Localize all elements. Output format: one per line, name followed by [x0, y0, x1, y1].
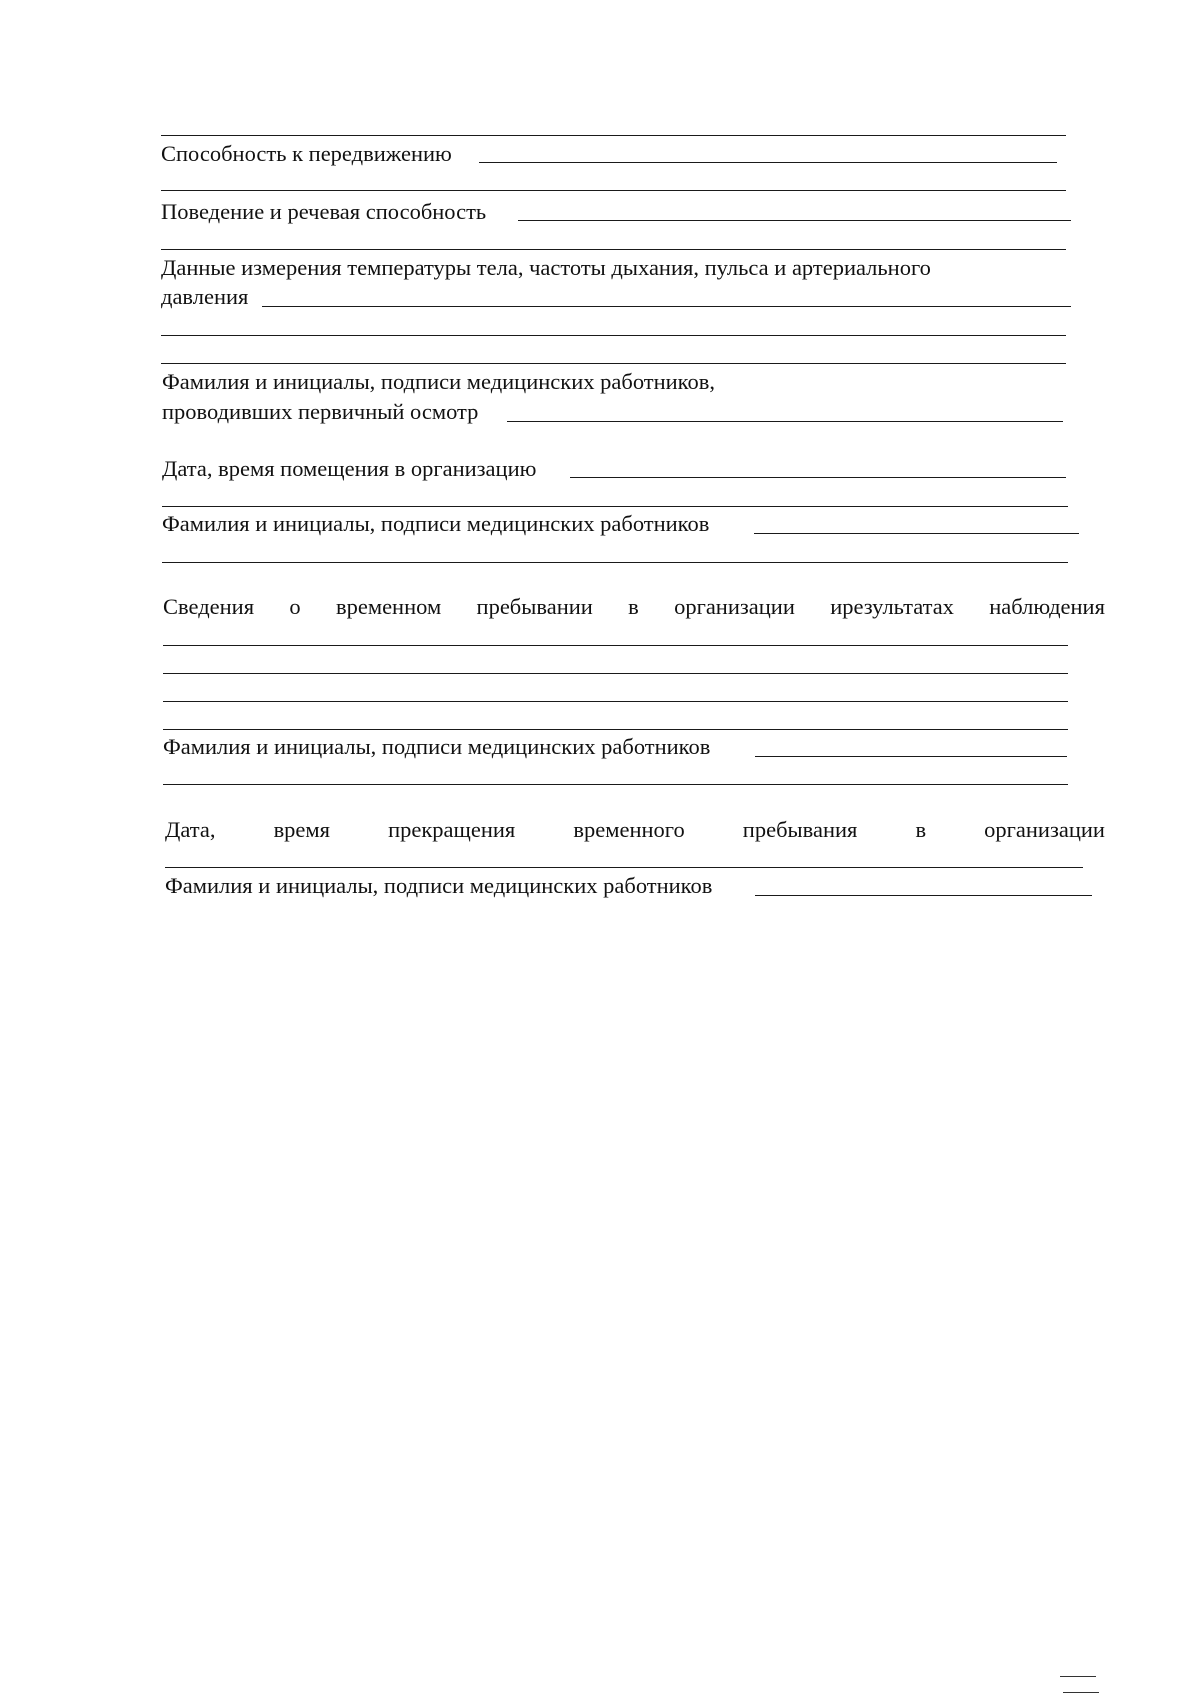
stay-info-word: в	[628, 594, 639, 619]
stay-info-label	[163, 594, 1105, 620]
termination-word: Дата,	[165, 817, 216, 842]
termination-label	[165, 817, 1105, 843]
signatures-label-3: Фамилия и инициалы, подписи медицинских работников	[165, 873, 713, 898]
separator-line	[161, 135, 1066, 136]
stay-info-word: наблюдения	[989, 594, 1105, 619]
mobility-field[interactable]	[479, 162, 1057, 163]
termination-word: время	[273, 817, 331, 842]
signatures-label-2: Фамилия и инициалы, подписи медицинских работников	[163, 734, 711, 759]
behavior-label: Поведение и речевая способность	[161, 199, 487, 224]
primary-exam-label-line1: Фамилия и инициалы, подписи медицинских работников,	[162, 369, 715, 394]
primary-exam-signature-field[interactable]	[507, 421, 1063, 422]
stay-info-word: временном	[335, 594, 442, 619]
termination-field[interactable]	[165, 867, 1083, 868]
vitals-label-line1: Данные измерения температуры тела, частоты дыхания, пульса и артериального	[161, 255, 931, 280]
scan-artifact	[1063, 1692, 1099, 1693]
stay-info-word: Сведения	[163, 594, 255, 619]
vitals-field[interactable]	[262, 306, 1071, 307]
behavior-field[interactable]	[518, 220, 1071, 221]
placement-field-continuation[interactable]	[162, 506, 1068, 507]
signatures-field-1[interactable]	[754, 533, 1079, 534]
mobility-field-continuation[interactable]	[161, 190, 1066, 191]
termination-word: временного	[573, 817, 685, 842]
stay-info-field-line2[interactable]	[163, 673, 1068, 674]
signatures-field-2[interactable]	[755, 756, 1067, 757]
signatures-field-2-continuation[interactable]	[163, 784, 1068, 785]
termination-word: организации	[984, 817, 1105, 842]
behavior-field-continuation[interactable]	[161, 249, 1066, 250]
stay-info-word: организации	[674, 594, 795, 619]
stay-info-field-line1[interactable]	[163, 645, 1068, 646]
vitals-label-line2: давления	[161, 284, 249, 309]
scan-artifact	[1060, 1676, 1096, 1677]
signatures-label-1: Фамилия и инициалы, подписи медицинских работников	[162, 511, 710, 536]
termination-word: в	[915, 817, 927, 842]
signatures-field-1-continuation[interactable]	[162, 562, 1068, 563]
stay-info-word: пребывании	[476, 594, 593, 619]
termination-word: прекращения	[388, 817, 516, 842]
mobility-label: Способность к передвижению	[161, 141, 452, 166]
vitals-field-line3[interactable]	[161, 363, 1066, 364]
termination-word: пребывания	[742, 817, 858, 842]
vitals-field-line2[interactable]	[161, 335, 1066, 336]
placement-label: Дата, время помещения в организацию	[162, 456, 537, 481]
stay-info-field-line3[interactable]	[163, 701, 1068, 702]
stay-info-field-line4[interactable]	[163, 729, 1068, 730]
signatures-field-3[interactable]	[755, 895, 1092, 896]
stay-info-word: ирезультатах	[830, 594, 954, 619]
primary-exam-label-line2: проводивших первичный осмотр	[162, 399, 479, 424]
stay-info-word: о	[289, 594, 301, 619]
placement-field[interactable]	[570, 477, 1066, 478]
